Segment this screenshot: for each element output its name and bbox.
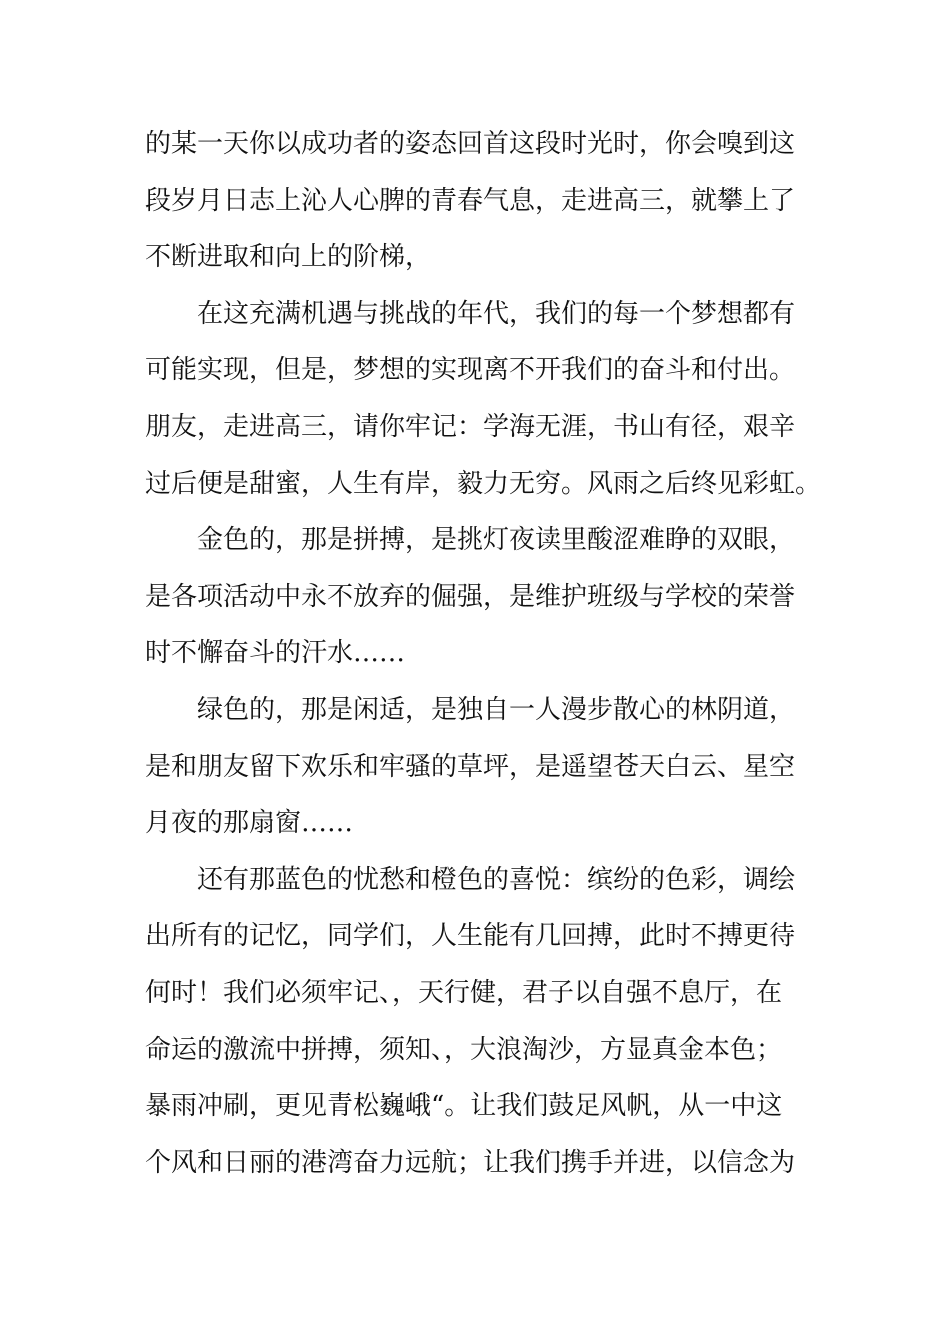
paragraph-start-line: 绿色的，那是闲适，是独自一人漫步散心的林阴道， — [197, 694, 796, 725]
text-line: 月夜的那扇窗…… — [145, 808, 354, 839]
text-line: 的某一天你以成功者的姿态回首这段时光时，你会嗅到这 — [145, 129, 796, 159]
text-line: 出所有的记忆，同学们，人生能有几回搏，此时不搏更待 — [145, 921, 796, 952]
text-line: 命运的激流中拼搏，须知、，大浪淘沙，方显真金本色； — [145, 1034, 783, 1065]
document-body — [145, 116, 822, 1191]
paragraph-start-line: 金色的，那是拼搏，是挑灯夜读里酸涩难睁的双眼， — [197, 525, 796, 556]
text-line: 个风和日丽的港湾奋力远航；让我们携手并进，以信念为 — [145, 1147, 796, 1178]
text-line: 是各项活动中永不放弃的倔强，是维护班级与学校的荣誉 — [145, 581, 796, 612]
text-line: 暴雨冲刷，更见青松巍峨“。让我们鼓足风帆，从一中这 — [145, 1091, 783, 1122]
text-line: 过后便是甜蜜，人生有岸，毅力无穷。风雨之后终见彩虹。 — [145, 468, 822, 499]
text-line: 何时！我们必须牢记、，天行健，君子以自强不息厅，在 — [145, 977, 783, 1008]
paragraph-start-line: 还有那蓝色的忧愁和橙色的喜悦：缤纷的色彩，调绘 — [197, 864, 796, 895]
text-line: 可能实现，但是，梦想的实现离不开我们的奋斗和付出。 — [145, 355, 796, 386]
text-line: 朋友，走进高三，请你牢记：学海无涯，书山有径，艰辛 — [145, 411, 796, 442]
text-line: 时不懈奋斗的汗水…… — [145, 638, 406, 669]
text-line: 不断进取和向上的阶梯， — [145, 242, 432, 273]
text-line: 段岁月日志上沁人心脾的青春气息，走进高三，就攀上了 — [145, 185, 796, 216]
paragraph-start-line: 在这充满机遇与挑战的年代，我们的每一个梦想都有 — [197, 298, 796, 329]
text-line: 是和朋友留下欢乐和牢骚的草坪，是遥望苍天白云、星空 — [145, 751, 796, 782]
